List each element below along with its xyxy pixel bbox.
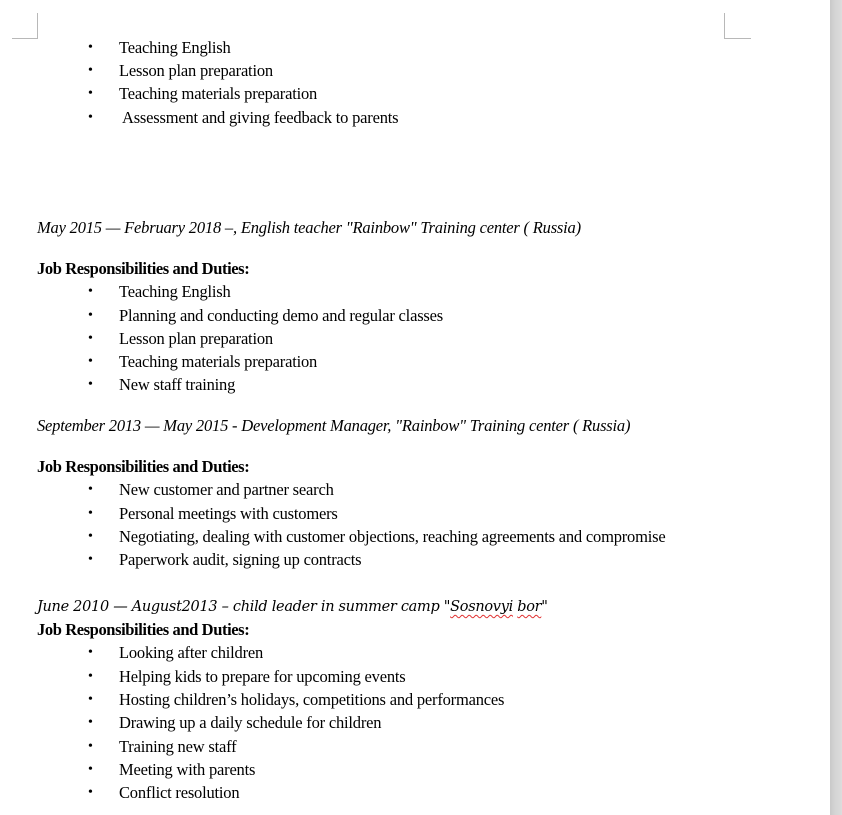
- bullet-icon: •: [88, 529, 93, 544]
- bullet-icon: •: [88, 40, 93, 55]
- list-item: Teaching English: [119, 282, 231, 301]
- job-heading: May 2015 — February 2018 –, English teacher "Rainbow" Training center ( Russia): [37, 218, 581, 237]
- bullet-icon: •: [88, 331, 93, 346]
- list-item: Planning and conducting demo and regular classes: [119, 306, 443, 325]
- list-item: Lesson plan preparation: [119, 61, 273, 80]
- list-item: Teaching materials preparation: [119, 84, 318, 103]
- list-item: New customer and partner search: [119, 480, 334, 499]
- top-right-margin-mark: [724, 13, 751, 39]
- bullet-icon: •: [88, 552, 93, 567]
- bullet-icon: •: [88, 762, 93, 777]
- bullet-icon: •: [88, 785, 93, 800]
- list-item: Teaching English: [119, 38, 231, 57]
- job-responsibilities-heading: Job Responsibilities and Duties:: [37, 457, 250, 476]
- job-heading: September 2013 — May 2015 - Development Manager, "Rainbow" Training center ( Russia): [37, 416, 631, 435]
- document-gutter: [830, 0, 842, 815]
- spellcheck-flagged-word[interactable]: bor: [517, 599, 542, 615]
- list-item: Hosting children’s holidays, competitions and performances: [119, 690, 505, 709]
- list-item: Teaching materials preparation: [119, 352, 318, 371]
- list-item: New staff training: [119, 375, 236, 394]
- bullet-icon: •: [88, 354, 93, 369]
- bullet-icon: •: [88, 86, 93, 101]
- job-responsibilities-heading: Job Responsibilities and Duties:: [37, 259, 250, 278]
- list-item: Personal meetings with customers: [119, 504, 338, 523]
- list-item: Lesson plan preparation: [119, 329, 273, 348]
- job-heading-text: June 2010 — August2013 – child leader in summer camp ": [37, 599, 451, 615]
- bullet-icon: •: [88, 692, 93, 707]
- job-heading: [37, 597, 548, 617]
- list-item: Helping kids to prepare for upcoming events: [119, 667, 406, 686]
- bullet-icon: •: [88, 715, 93, 730]
- list-item: Meeting with parents: [119, 760, 256, 779]
- bullet-icon: •: [88, 645, 93, 660]
- bullet-icon: •: [88, 506, 93, 521]
- bullet-icon: •: [88, 110, 93, 125]
- list-item: Conflict resolution: [119, 783, 240, 802]
- list-item: Paperwork audit, signing up contracts: [119, 550, 362, 569]
- bullet-icon: •: [88, 284, 93, 299]
- bullet-icon: •: [88, 308, 93, 323]
- spellcheck-flagged-word[interactable]: Sosnovyi: [450, 599, 513, 615]
- list-item: Assessment and giving feedback to parents: [122, 108, 399, 127]
- list-item: Negotiating, dealing with customer objections, reaching agreements and compromise: [119, 527, 666, 546]
- bullet-icon: •: [88, 739, 93, 754]
- bullet-icon: •: [88, 482, 93, 497]
- bullet-icon: •: [88, 63, 93, 78]
- job-heading-quote: ": [541, 599, 548, 615]
- list-item: Training new staff: [119, 737, 237, 756]
- bullet-icon: •: [88, 669, 93, 684]
- bullet-icon: •: [88, 377, 93, 392]
- list-item: Looking after children: [119, 643, 264, 662]
- top-left-margin-mark: [12, 13, 38, 39]
- list-item: Drawing up a daily schedule for children: [119, 713, 382, 732]
- job-responsibilities-heading: Job Responsibilities and Duties:: [37, 620, 250, 639]
